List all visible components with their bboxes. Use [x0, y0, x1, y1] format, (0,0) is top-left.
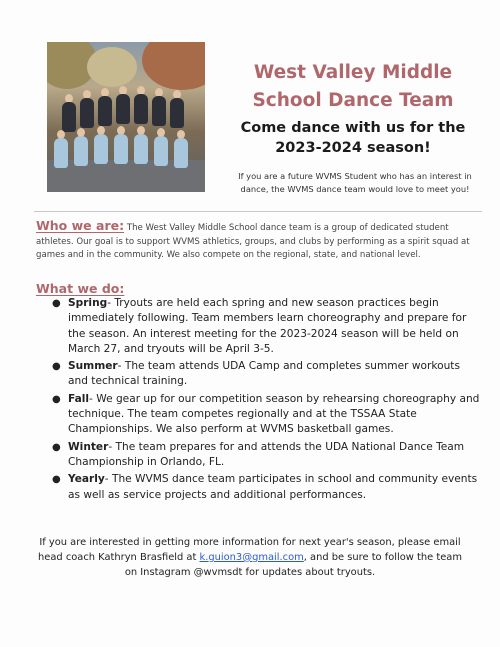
list-item-term: Spring — [68, 297, 108, 309]
subtitle-line-1: Come dance with us for the — [240, 120, 466, 136]
list-item-spring — [46, 296, 480, 357]
page-title — [222, 59, 484, 115]
list-item-winter — [46, 440, 480, 471]
what-we-do-list — [46, 296, 480, 505]
subtitle-line-2: 2023-2024 season! — [275, 140, 431, 156]
list-item-term: Fall — [68, 392, 90, 405]
bullet-icon: ● — [52, 361, 61, 373]
list-item-yearly — [46, 472, 480, 503]
who-we-are-text: The West Valley Middle School dance team is a group of dedicated student athletes. Our goal is to support WVMS athletics, groups, and clubs by performing as a spirit squad at games and in the community. We also compete on the regional, state, and national level. — [36, 223, 470, 261]
list-item-fall — [46, 392, 480, 438]
list-item-summer — [46, 359, 480, 390]
footer-text-before: If you are interested in getting more information for next year's season, please email head coach Kathryn Brasfield at — [38, 537, 461, 563]
bullet-icon: ● — [52, 298, 61, 309]
intro-line-2: dance, the WVMS dance team would love to meet you! — [240, 184, 470, 194]
list-item-text: - We gear up for our competition season by rehearsing choreography and technique. The team competes regionally and at the TSSAA State Championships. We also perform at WVMS basketball games. — [68, 392, 480, 436]
bullet-icon: ● — [52, 393, 61, 405]
title-line-1: West Valley Middle — [253, 62, 453, 83]
team-photo — [47, 42, 205, 192]
title-line-2: School Dance Team — [252, 90, 454, 111]
list-item-term: Summer — [68, 360, 118, 373]
intro-line-1: If you are a future WVMS Student who has an interest in — [238, 171, 472, 181]
what-we-do-heading: What we do: — [36, 281, 125, 296]
divider — [34, 211, 482, 212]
list-item-term: Winter — [68, 440, 109, 453]
who-we-are-section — [36, 219, 476, 263]
list-item-text: - Tryouts are held each spring and new season practices begin immediately following. Team members learn choreography and prepare for the season. An interest meeting for the 2023-2024 season will be held on March 27, and tryouts will be April 3-5. — [68, 297, 467, 355]
list-item-text: - The WVMS dance team participates in school and community events as well as service projects and additional performances. — [68, 473, 478, 501]
email-link[interactable]: k.guion3@gmail.com — [199, 551, 304, 563]
page-subtitle — [222, 118, 484, 158]
footer-contact — [38, 536, 462, 580]
bullet-icon: ● — [52, 441, 61, 453]
list-item-term: Yearly — [68, 473, 105, 486]
list-item-text: - The team prepares for and attends the UDA National Dance Team Championship in Orlando, FL. — [68, 440, 465, 468]
bullet-icon: ● — [52, 474, 61, 486]
footer-text-after: , and be sure to follow the team on Instagram @wvmsdt for updates about tryouts. — [124, 551, 462, 578]
who-we-are-heading: Who we are: — [36, 218, 125, 233]
intro-text — [214, 170, 496, 196]
list-item-text: - The team attends UDA Camp and completes summer workouts and technical training. — [68, 360, 460, 388]
